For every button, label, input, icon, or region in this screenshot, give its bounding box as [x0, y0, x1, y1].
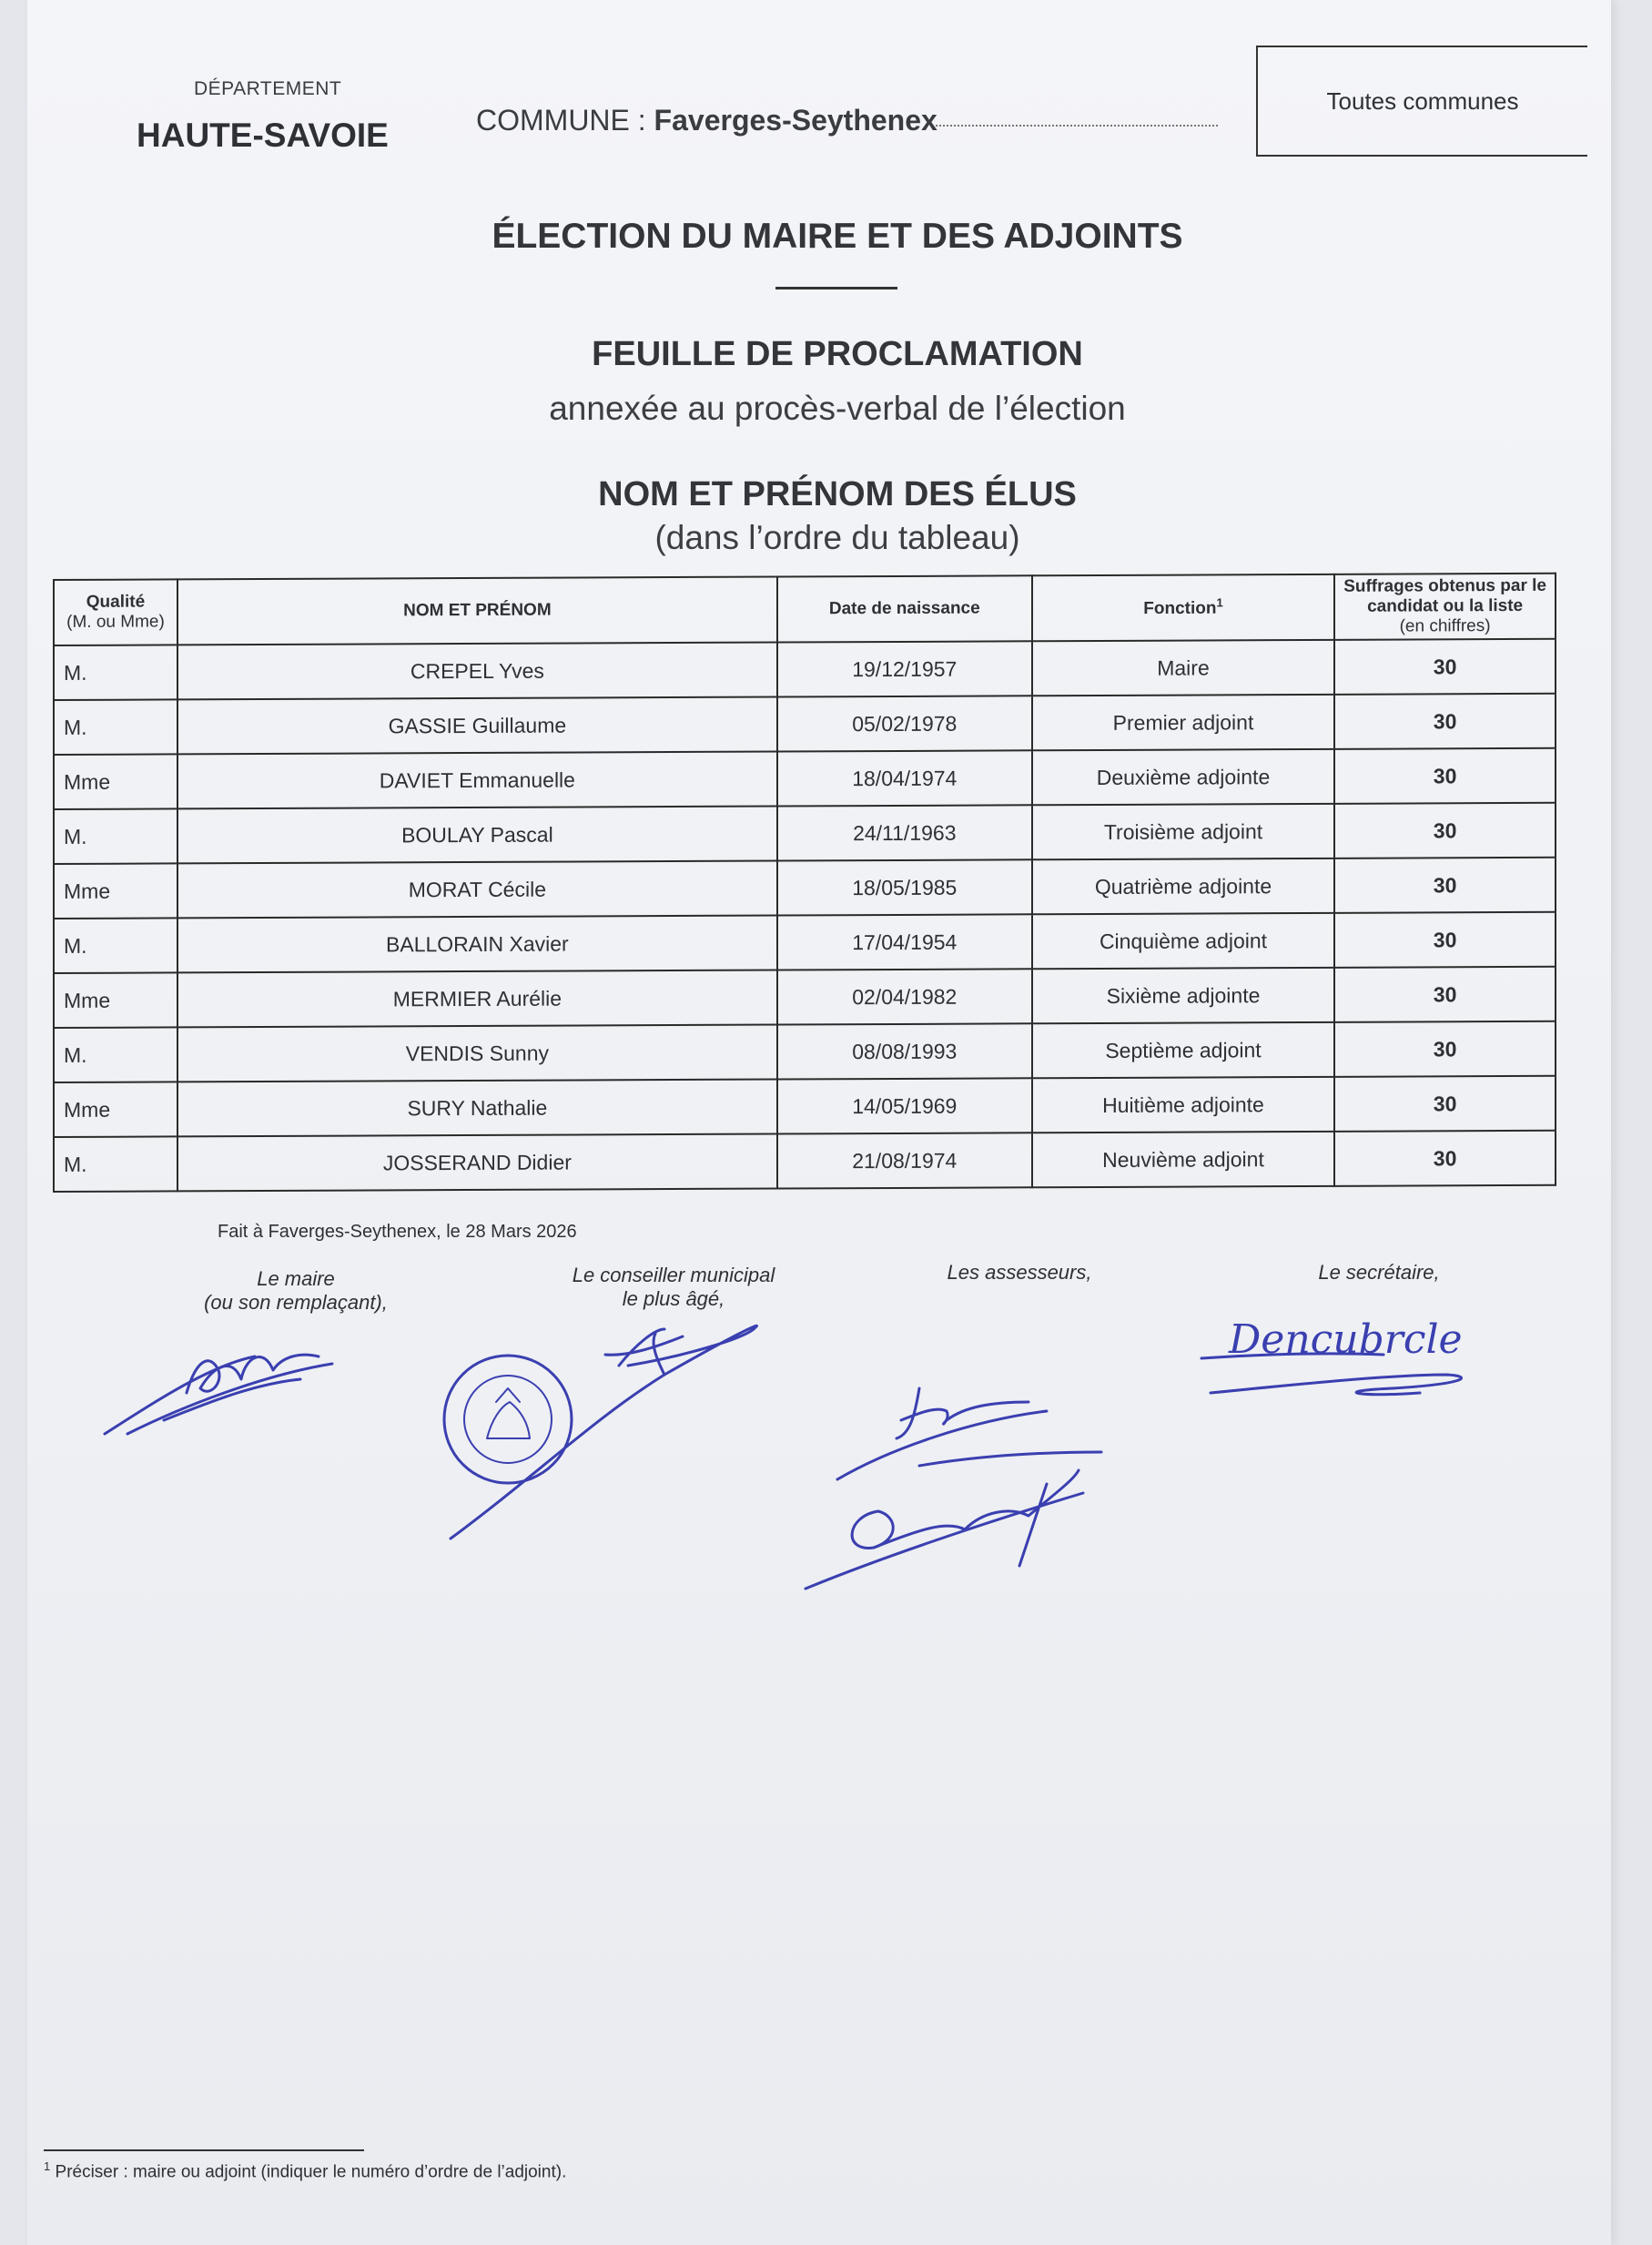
- cell-qualite: M.: [54, 699, 177, 755]
- cell-date: 02/04/1982: [777, 969, 1032, 1024]
- cell-date: 17/04/1954: [777, 914, 1032, 970]
- cell-fonction: Maire: [1032, 640, 1334, 696]
- cell-nom: VENDIS Sunny: [177, 1025, 777, 1082]
- cell-suffrages: 30: [1334, 967, 1556, 1022]
- cell-qualite: M.: [54, 808, 177, 864]
- cell-fonction: Huitième adjointe: [1032, 1077, 1334, 1133]
- cell-fonction: Quatrième adjointe: [1032, 858, 1334, 914]
- proclamation-subtitle: annexée au procès-verbal de l’élection: [549, 390, 1126, 427]
- communes-box-text: Toutes communes: [1326, 86, 1519, 115]
- cell-suffrages: 30: [1334, 803, 1556, 858]
- cell-suffrages: 30: [1334, 912, 1556, 968]
- footnote-ref: 1: [1216, 595, 1223, 610]
- cell-suffrages: 30: [1334, 748, 1556, 804]
- maire-signature-label: Le maire (ou son remplaçant),: [204, 1267, 388, 1315]
- cell-date: 18/04/1974: [777, 750, 1032, 806]
- cell-nom: BALLORAIN Xavier: [177, 916, 777, 973]
- footnote: [44, 2159, 566, 2182]
- cell-fonction: Sixième adjointe: [1032, 968, 1334, 1023]
- departement-name: HAUTE-SAVOIE: [137, 117, 389, 154]
- cell-nom: CREPEL Yves: [177, 643, 777, 700]
- cell-qualite: M.: [54, 918, 177, 973]
- cell-qualite: M.: [54, 645, 177, 700]
- secretaire-signature-text: Dencubrcle: [1229, 1316, 1463, 1363]
- cell-fonction: Cinquième adjoint: [1032, 913, 1334, 969]
- header-nom: NOM ET PRÉNOM: [177, 577, 777, 645]
- document-sheet: [27, 0, 1611, 2245]
- secretaire-signature-label: Le secrétaire,: [1318, 1261, 1440, 1284]
- cell-suffrages: 30: [1334, 1131, 1556, 1186]
- cell-fonction: Septième adjoint: [1032, 1022, 1334, 1078]
- cell-fonction: Troisième adjoint: [1032, 804, 1334, 859]
- header-fonction: Fonction$^1$: [1032, 574, 1334, 641]
- cell-qualite: Mme: [54, 863, 177, 919]
- proclamation-title: FEUILLE DE PROCLAMATION: [592, 335, 1083, 373]
- assesseur-signature-2: [806, 1470, 1083, 1589]
- election-title: ÉLECTION DU MAIRE ET DES ADJOINTS: [492, 217, 1183, 256]
- elus-subtitle: (dans l’ordre du tableau): [654, 519, 1020, 556]
- cell-suffrages: 30: [1334, 1021, 1556, 1077]
- cell-date: 19/12/1957: [777, 641, 1032, 696]
- maire-signature: [105, 1355, 332, 1434]
- commune-name: Faverges-Seythenex: [654, 104, 937, 137]
- cell-date: 14/05/1969: [777, 1078, 1032, 1133]
- cell-date: 18/05/1985: [777, 859, 1032, 915]
- footnote-text: Préciser : maire ou adjoint (indiquer le numéro d’ordre de l’adjoint).: [55, 2162, 567, 2182]
- header-date: Date de naissance: [777, 575, 1032, 642]
- cell-nom: GASSIE Guillaume: [177, 697, 777, 755]
- cell-fonction: Neuvième adjoint: [1032, 1132, 1334, 1187]
- header-suffrages: Suffrages obtenus par le candidat ou la liste (en chiffres): [1334, 574, 1556, 640]
- cell-nom: BOULAY Pascal: [177, 807, 777, 864]
- elus-title: NOM ET PRÉNOM DES ÉLUS: [598, 475, 1077, 513]
- cell-suffrages: 30: [1334, 694, 1556, 749]
- cell-suffrages: 30: [1334, 639, 1556, 695]
- cell-date: 05/02/1978: [777, 696, 1032, 751]
- cell-qualite: M.: [54, 1136, 177, 1192]
- cell-nom: DAVIET Emmanuelle: [177, 752, 777, 809]
- cell-date: 08/08/1993: [777, 1023, 1032, 1079]
- footnote-marker: 1: [44, 2159, 51, 2173]
- fait-a-line: Fait à Faverges-Seythenex, le 28 Mars 2026: [218, 1222, 577, 1242]
- cell-qualite: Mme: [54, 1082, 177, 1137]
- conseiller-signature-label: Le conseiller municipal le plus âgé,: [572, 1264, 775, 1311]
- cell-nom: SURY Nathalie: [177, 1080, 777, 1137]
- cell-qualite: Mme: [54, 972, 177, 1028]
- mairie-stamp: [444, 1356, 572, 1483]
- cell-nom: MORAT Cécile: [177, 861, 777, 919]
- cell-date: 21/08/1974: [777, 1133, 1032, 1188]
- cell-suffrages: 30: [1334, 1076, 1556, 1132]
- assesseurs-signature-label: Les assesseurs,: [947, 1261, 1092, 1284]
- departement-label: DÉPARTEMENT: [194, 78, 342, 99]
- assesseur-signature-1: [837, 1388, 1101, 1479]
- footnote-divider: [44, 2149, 364, 2151]
- cell-nom: MERMIER Aurélie: [177, 970, 777, 1028]
- commune-label: COMMUNE :: [476, 104, 646, 137]
- header-qualite: Qualité (M. ou Mme): [54, 579, 177, 645]
- cell-fonction: Premier adjoint: [1032, 695, 1334, 750]
- signatures-layer: [27, 0, 1611, 2245]
- cell-fonction: Deuxième adjointe: [1032, 749, 1334, 805]
- cell-qualite: M.: [54, 1027, 177, 1082]
- cell-suffrages: 30: [1334, 858, 1556, 913]
- cell-nom: JOSSERAND Didier: [177, 1134, 777, 1192]
- cell-date: 24/11/1963: [777, 805, 1032, 860]
- cell-qualite: Mme: [54, 754, 177, 809]
